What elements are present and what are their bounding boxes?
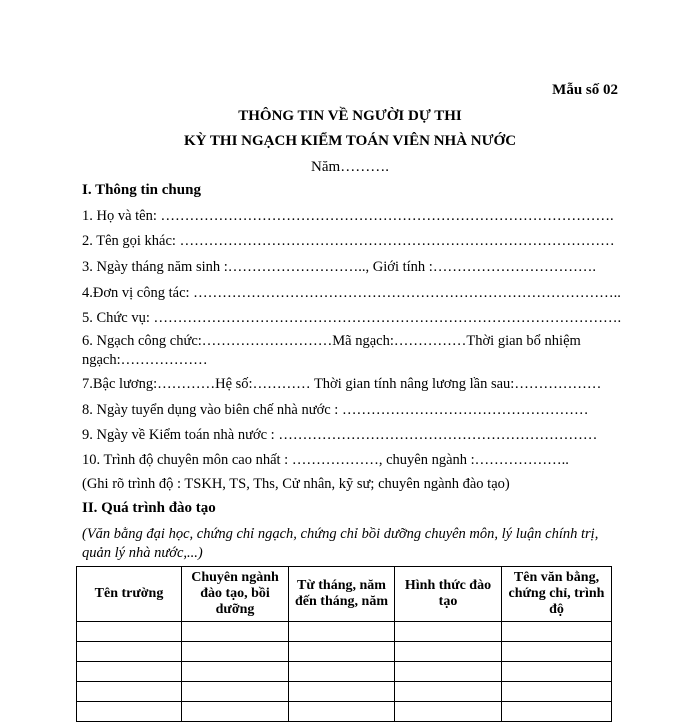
section2-heading: II. Quá trình đào tạo [82, 500, 216, 516]
field-birth-gender: 3. Ngày tháng năm sinh :……………………….., Giới tính :……………………………. [82, 259, 596, 275]
header-school: Tên trường [77, 567, 182, 622]
field-salary-grade: 7.Bậc lương:…………Hệ số:………… Thời gian tính nâng lương lần sau:……………… [82, 376, 602, 392]
field-recruitment-date: 8. Ngày tuyển dụng vào biên chế nhà nước : …………………………………………… [82, 402, 589, 418]
table-row [77, 662, 612, 682]
form-code: Mẫu số 02 [552, 82, 618, 98]
header-period: Từ tháng, năm đến tháng, năm [289, 567, 395, 622]
field-other-name: 2. Tên gọi khác: ……………………………………………………………………………… [82, 233, 615, 249]
table-row [77, 642, 612, 662]
table-row [77, 702, 612, 722]
field-full-name: 1. Họ và tên: …………………………………………………………………………………. [82, 208, 614, 224]
field-civil-rank: 6. Ngạch công chức:………………………Mã ngạch:……………Thời gian bổ nhiệm ngạch:……………… [82, 333, 581, 368]
document-title-line2: KỲ THI NGẠCH KIỂM TOÁN VIÊN NHÀ NƯỚC [183, 133, 517, 149]
training-table [76, 566, 612, 722]
field-qualification: 10. Trình độ chuyên môn cao nhất : ………………, chuyên ngành :……………….. [82, 452, 569, 468]
table-row [77, 682, 612, 702]
field-position: 5. Chức vụ: ……………………………………………………………………………………. [82, 310, 622, 326]
year-line: Năm………. [311, 159, 389, 175]
table-header-row [77, 567, 612, 622]
header-certificate: Tên văn bằng, chứng chỉ, trình độ [502, 567, 612, 622]
field-qualification-note: (Ghi rõ trình độ : TSKH, TS, Ths, Cử nhân, kỹ sư; chuyên ngành đào tạo) [82, 476, 510, 492]
section1-heading: I. Thông tin chung [82, 182, 201, 198]
field-join-date: 9. Ngày về Kiểm toán nhà nước : ………………………………………………………… [82, 427, 598, 443]
section2-note: (Văn bằng đại học, chứng chỉ ngạch, chứng chỉ bồi dưỡng chuyên môn, lý luận chính trị, quản lý nhà nước,...) [82, 526, 599, 561]
header-major: Chuyên ngành đào tạo, bồi dưỡng [182, 567, 289, 622]
document-title-line1: THÔNG TIN VỀ NGƯỜI DỰ THI [238, 108, 462, 124]
field-workplace: 4.Đơn vị công tác: …………………………………………………………………………….. [82, 285, 621, 301]
header-training-form: Hình thức đào tạo [395, 567, 502, 622]
table-row [77, 622, 612, 642]
